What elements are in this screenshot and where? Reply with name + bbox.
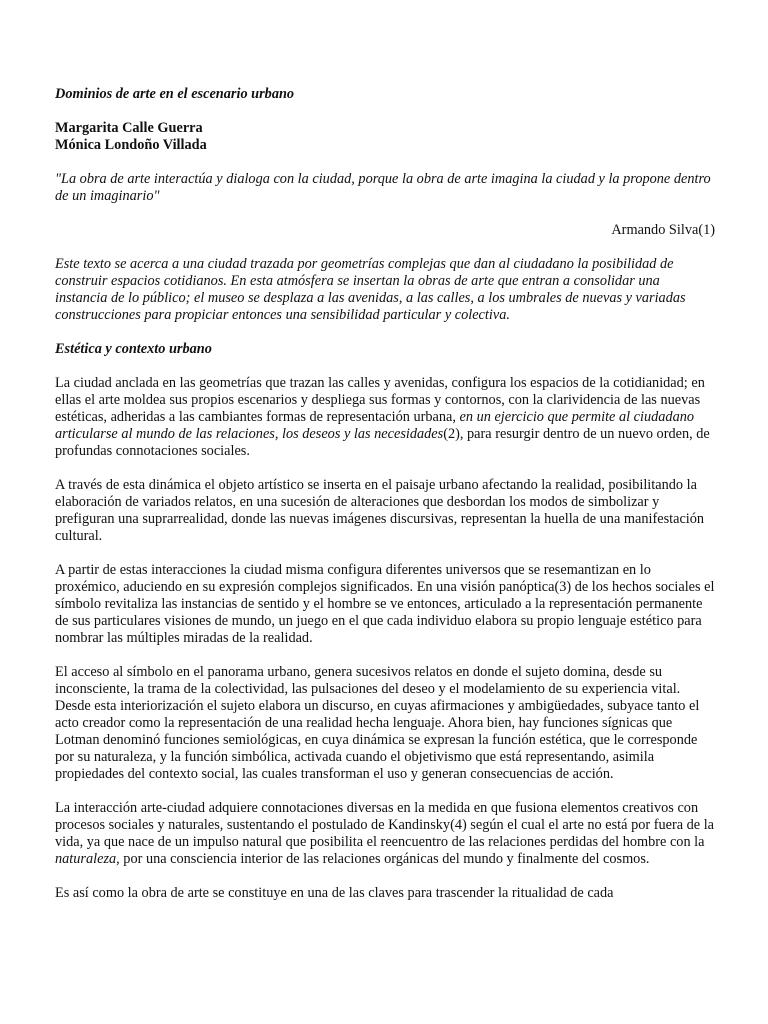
body-paragraph [55,800,715,868]
abstract-paragraph: Este texto se acerca a una ciudad trazada por geometrías complejas que dan al ciudadano la posibilidad de construir espacios cotidianos. En esta atmósfera se insertan la obras de arte que entran a consolidar una instancia de lo público; el museo se desplaza a las avenidas, a las calles, a los umbrales de nuevas y variadas construcciones para propiciar entonces una sensibilidad particular y colectiva. [55,256,686,323]
paragraph-text: por una consciencia interior de las relaciones orgánicas del mundo y finalmente del cosmos. [119,851,650,867]
epigraph-quote: "La obra de arte interactúa y dialoga con la ciudad, porque la obra de arte imagina la ciudad y la propone dentro de un imaginario" [55,171,711,204]
author-name: Mónica Londoño Villada [55,137,207,153]
paragraph-emphasis: en un ejercicio que permite al ciudadano articularse al mundo de las relaciones, los deseos y las necesidades [55,409,695,442]
paragraph-text: (2), para resurgir dentro de un nuevo orden, de profundas connotaciones sociales. [55,426,710,459]
paragraph-text: La ciudad anclada en las geometrías que trazan las calles y avenidas, configura los espacios de la cotidianidad; en ellas el arte moldea sus propios escenarios y despliega sus formas y contornos, con la clarividencia de las nuevas estéticas, adheridas a las cambiantes formas de representación urbana, [55,375,705,425]
paragraph-text: La interacción arte-ciudad adquiere connotaciones diversas en la medida en que fusiona elementos creativos con procesos sociales y naturales, sustentando el postulado de Kandinsky(4) según el cual el arte no está por fuera de la vida, ya que nace de un impulso natural que posibilita el reencuentro de las relaciones perdidas del hombre con la [55,800,715,850]
body-paragraph: A través de esta dinámica el objeto artístico se inserta en el paisaje urbano afectando la realidad, posibilitando la elaboración de variados relatos, en una sucesión de alteraciones que desbordan los modos de simbolizar y prefiguran una suprarrealidad, donde las nuevas imágenes discursivas, representan la huella de una manifestación cultural. [55,477,705,544]
body-paragraph: A partir de estas interacciones la ciudad misma configura diferentes universos que se resemantizan en lo proxémico, aduciendo en su expresión complejos significados. En una visión panóptica(3) de los hechos sociales el símbolo revitaliza las instancias de sentido y el hombre se ve entonces, articulado a la representación permanente de sus particulares visiones de mundo, un juego en el que cada individuo elabora su propio lenguaje estético para nombrar las múltiples miradas de la realidad. [55,562,715,646]
paragraph-emphasis: naturaleza, [55,851,120,867]
body-paragraph: El acceso al símbolo en el panorama urbano, genera sucesivos relatos en donde el sujeto domina, desde su inconsciente, la trama de la colectividad, las pulsaciones del deseo y el modelamiento de su experiencia vital. Desde esta interiorización el sujeto elabora un discurso, en cuyas afirmaciones y ambigüedades, subyace tanto el acto creador como la representación de una realidad hecha lenguaje. Ahora bien, hay funciones sígnicas que Lotman denominó funciones semiológicas, en cuya dinámica se expresan la función estética, que le corresponde por su naturaleza, y la función simbólica, activada cuando el objetivismo que está representando, asimila propiedades del contexto social, las cuales transforman el uso y generan consecuencias de acción. [55,664,700,782]
author-name: Margarita Calle Guerra [55,120,203,136]
epigraph-author: Armando Silva(1) [611,222,715,238]
author-list [55,120,715,154]
body-paragraph [55,375,715,460]
document-title: Dominios de arte en el escenario urbano [55,86,295,102]
body-paragraph: Es así como la obra de arte se constituye en una de las claves para trascender la ritualidad de cada [55,885,614,901]
section-heading: Estética y contexto urbano [55,341,212,357]
document-page [55,86,715,902]
